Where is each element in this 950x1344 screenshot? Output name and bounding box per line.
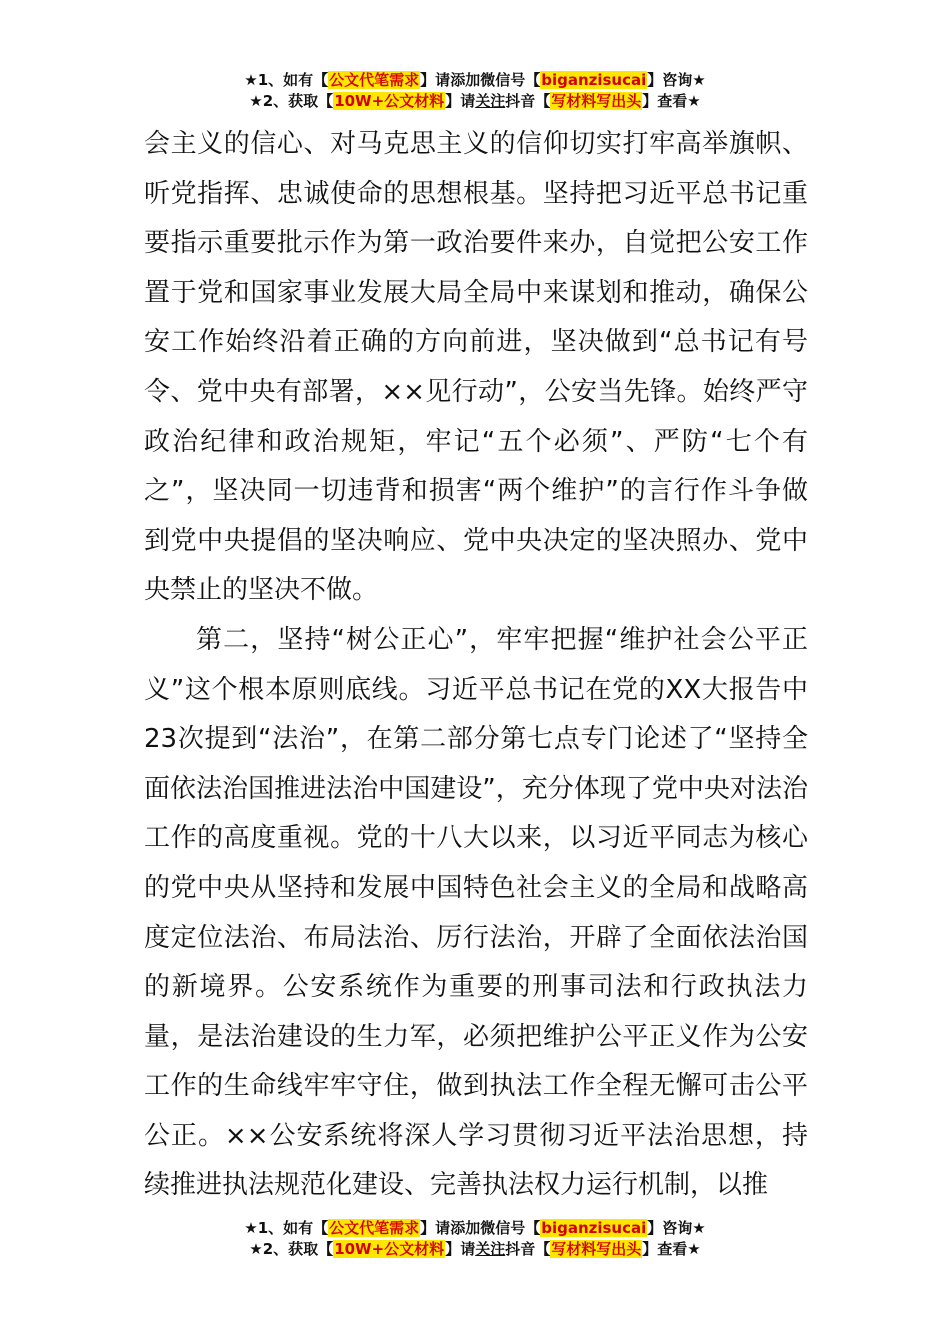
banner-text: 】请 xyxy=(420,1219,451,1237)
banner-highlight: 写材料写出头 xyxy=(551,92,642,110)
footer-banner xyxy=(0,1218,950,1260)
banner-highlight: biganzisucai xyxy=(541,1219,647,1237)
document-body xyxy=(144,120,808,1211)
banner-text: 微信号【 xyxy=(480,1219,541,1237)
banner-text: 】请 xyxy=(420,71,451,89)
banner-text: 】咨询★ xyxy=(647,1219,706,1237)
banner-emphasis: 添加 xyxy=(450,1219,481,1237)
banner-emphasis: 添加 xyxy=(450,71,481,89)
paragraph-2: 第二，坚持“树公正心”，牢牢把握“维护社会公平正义”这个根本原则底线。习近平总书记在党的XX大报告中23次提到“法治”，在第二部分第七点专门论述了“坚持全面依法治国推进法治中国建设”，充分体现了党中央对法治工作的高度重视。党的十八大以来，以习近平同志为核心的党中央从坚持和发展中国特色社会主义的全局和战略高度定位法治、布局法治、厉行法治，开辟了全面依法治国的新境界。公安系统作为重要的刑事司法和行政执法力量，是法治建设的生力军，必须把维护公平正义作为公安工作的生命线牢牢守住，做到执法工作全程无懈可击公平公正。××公安系统将深人学习贯彻习近平法治思想，持续推进执法规范化建设、完善执法权力运行机制，以推 xyxy=(144,624,808,1201)
banner-highlight: 写材料写出头 xyxy=(551,1240,642,1258)
banner-highlight: 10W+公文材料 xyxy=(334,1240,445,1258)
banner-emphasis: 关注 xyxy=(475,1240,506,1258)
banner-line-2 xyxy=(0,1239,950,1260)
banner-text: 微信号【 xyxy=(480,71,541,89)
banner-text: 】查看★ xyxy=(642,92,701,110)
banner-text: 】咨询★ xyxy=(647,71,706,89)
header-banner xyxy=(0,70,950,112)
banner-text: ★1、如有【 xyxy=(244,71,329,89)
banner-text: 】查看★ xyxy=(642,1240,701,1258)
banner-text: 】请 xyxy=(445,92,476,110)
banner-highlight: 10W+公文材料 xyxy=(334,92,445,110)
banner-text: ★1、如有【 xyxy=(244,1219,329,1237)
banner-text: 抖音【 xyxy=(505,92,551,110)
banner-highlight: 公文代笔需求 xyxy=(329,1219,420,1237)
banner-emphasis: 关注 xyxy=(475,92,506,110)
banner-text: 】请 xyxy=(445,1240,476,1258)
banner-line-1 xyxy=(0,70,950,91)
banner-text: ★2、获取【 xyxy=(249,1240,334,1258)
banner-line-2 xyxy=(0,91,950,112)
banner-highlight: 公文代笔需求 xyxy=(329,71,420,89)
paragraph-1: 会主义的信心、对马克思主义的信仰切实打牢高举旗帜、听党指挥、忠诚使命的思想根基。坚持把习近平总书记重要指示重要批示作为第一政治要件来办，自觉把公安工作置于党和国家事业发展大局全局中来谋划和推动，确保公安工作始终沿着正确的方向前进，坚决做到“总书记有号令、党中央有部署，××见行动”，公安当先锋。始终严守政治纪律和政治规矩，牢记“五个必须”、严防“七个有之”，坚决同一切违背和损害“两个维护”的言行作斗争做到党中央提倡的坚决响应、党中央决定的坚决照办、党中央禁止的坚决不做。 xyxy=(144,129,808,606)
banner-line-1 xyxy=(0,1218,950,1239)
banner-highlight: biganzisucai xyxy=(541,71,647,89)
banner-text: ★2、获取【 xyxy=(249,92,334,110)
banner-text: 抖音【 xyxy=(505,1240,551,1258)
